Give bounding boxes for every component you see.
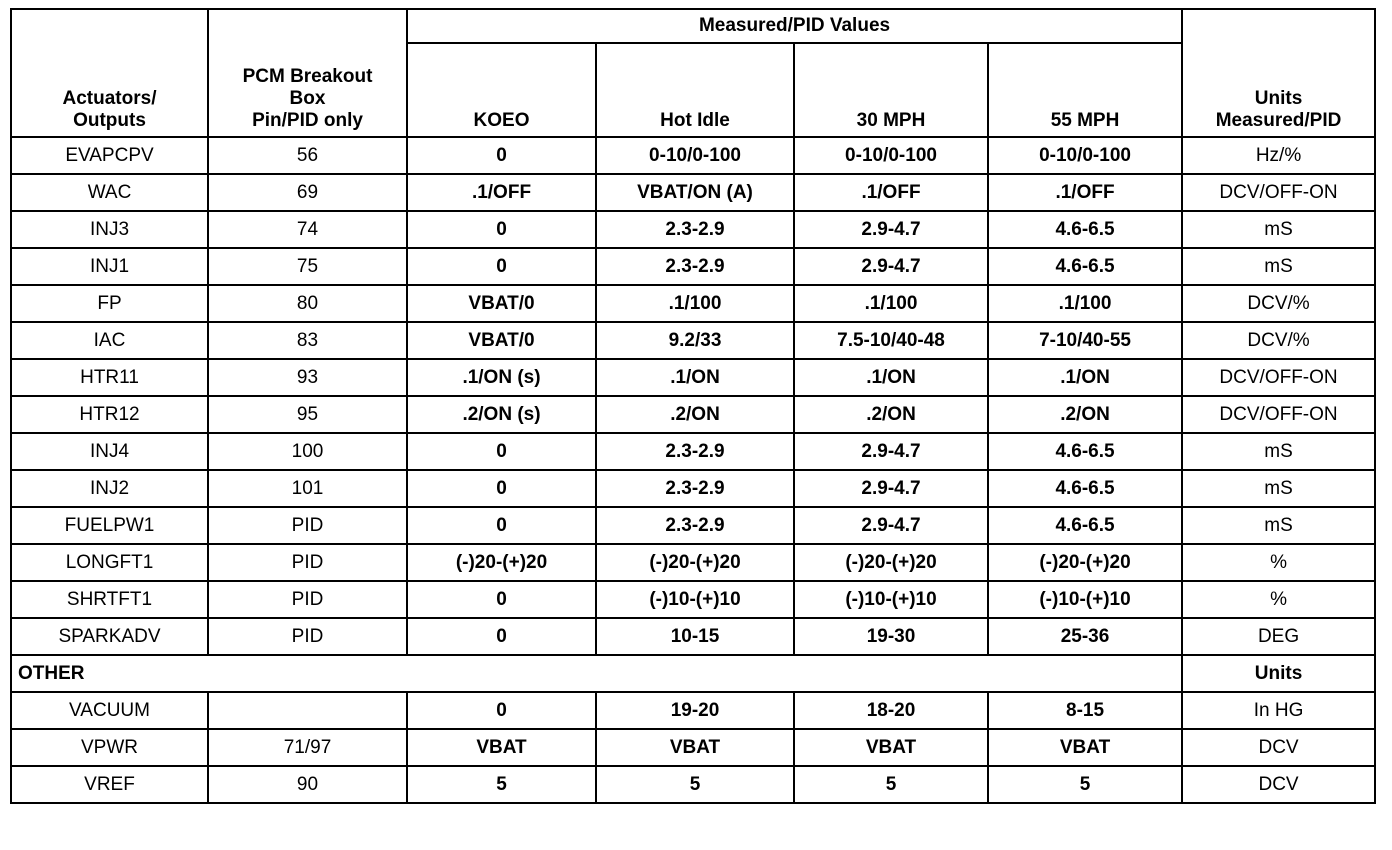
cell-units: DCV/OFF-ON (1182, 174, 1375, 211)
cell-koeo: 0 (407, 581, 596, 618)
cell-hot-idle: 2.3-2.9 (596, 433, 794, 470)
pid-values-table-container (10, 8, 1376, 804)
header-measured-group: Measured/PID Values (407, 9, 1182, 43)
cell-30-mph: .1/100 (794, 285, 988, 322)
cell-30-mph: (-)10-(+)10 (794, 581, 988, 618)
table-row (11, 322, 1375, 359)
cell-koeo: (-)20-(+)20 (407, 544, 596, 581)
table-row (11, 618, 1375, 655)
cell-units: mS (1182, 433, 1375, 470)
header-actuators-label: Actuators/ Outputs (62, 88, 157, 131)
cell-30-mph: 2.9-4.7 (794, 211, 988, 248)
cell-pin: PID (208, 618, 407, 655)
table-row (11, 137, 1375, 174)
cell-pin: 90 (208, 766, 407, 803)
cell-55-mph: 4.6-6.5 (988, 507, 1182, 544)
table-row (11, 359, 1375, 396)
cell-pin: 100 (208, 433, 407, 470)
cell-koeo: VBAT/0 (407, 322, 596, 359)
cell-hot-idle: (-)10-(+)10 (596, 581, 794, 618)
cell-30-mph: .2/ON (794, 396, 988, 433)
cell-hot-idle: .1/100 (596, 285, 794, 322)
cell-units: DCV/OFF-ON (1182, 396, 1375, 433)
cell-55-mph: .1/ON (988, 359, 1182, 396)
cell-hot-idle: 0-10/0-100 (596, 137, 794, 174)
cell-55-mph: 8-15 (988, 692, 1182, 729)
cell-units: % (1182, 544, 1375, 581)
cell-koeo: 0 (407, 248, 596, 285)
header-units (1182, 9, 1375, 137)
cell-units: mS (1182, 507, 1375, 544)
cell-koeo: 0 (407, 137, 596, 174)
cell-koeo: 0 (407, 692, 596, 729)
cell-actuator: EVAPCPV (11, 137, 208, 174)
cell-units: DCV (1182, 766, 1375, 803)
cell-pin: PID (208, 581, 407, 618)
cell-units: % (1182, 581, 1375, 618)
cell-actuator: INJ1 (11, 248, 208, 285)
cell-actuator: HTR11 (11, 359, 208, 396)
cell-55-mph: (-)10-(+)10 (988, 581, 1182, 618)
cell-koeo: 0 (407, 618, 596, 655)
cell-pin: 75 (208, 248, 407, 285)
cell-actuator: SHRTFT1 (11, 581, 208, 618)
header-actuators (11, 9, 208, 137)
cell-30-mph: 0-10/0-100 (794, 137, 988, 174)
header-koeo: KOEO (407, 43, 596, 137)
cell-koeo: VBAT (407, 729, 596, 766)
table-row (11, 544, 1375, 581)
cell-30-mph: .1/ON (794, 359, 988, 396)
cell-actuator: WAC (11, 174, 208, 211)
cell-actuator: HTR12 (11, 396, 208, 433)
cell-hot-idle: 19-20 (596, 692, 794, 729)
cell-55-mph: 4.6-6.5 (988, 470, 1182, 507)
cell-actuator: VPWR (11, 729, 208, 766)
cell-actuator: SPARKADV (11, 618, 208, 655)
cell-koeo: .1/ON (s) (407, 359, 596, 396)
cell-30-mph: 5 (794, 766, 988, 803)
cell-55-mph: 7-10/40-55 (988, 322, 1182, 359)
cell-actuator: INJ2 (11, 470, 208, 507)
cell-55-mph: 4.6-6.5 (988, 248, 1182, 285)
table-row (11, 507, 1375, 544)
cell-units: DCV (1182, 729, 1375, 766)
cell-55-mph: 0-10/0-100 (988, 137, 1182, 174)
cell-units: Hz/% (1182, 137, 1375, 174)
cell-55-mph: .2/ON (988, 396, 1182, 433)
cell-hot-idle: 2.3-2.9 (596, 470, 794, 507)
cell-30-mph: VBAT (794, 729, 988, 766)
cell-units: mS (1182, 470, 1375, 507)
other-units-label: Units (1182, 655, 1375, 692)
cell-30-mph: 7.5-10/40-48 (794, 322, 988, 359)
cell-units: DCV/% (1182, 285, 1375, 322)
cell-hot-idle: (-)20-(+)20 (596, 544, 794, 581)
cell-pin: 93 (208, 359, 407, 396)
cell-actuator: FUELPW1 (11, 507, 208, 544)
cell-hot-idle: VBAT (596, 729, 794, 766)
cell-pin: PID (208, 507, 407, 544)
cell-koeo: 5 (407, 766, 596, 803)
table-row (11, 174, 1375, 211)
table-row (11, 470, 1375, 507)
cell-actuator: LONGFT1 (11, 544, 208, 581)
cell-units: In HG (1182, 692, 1375, 729)
cell-55-mph: .1/OFF (988, 174, 1182, 211)
cell-actuator: VACUUM (11, 692, 208, 729)
cell-koeo: .2/ON (s) (407, 396, 596, 433)
cell-hot-idle: 9.2/33 (596, 322, 794, 359)
header-pin (208, 9, 407, 137)
cell-koeo: 0 (407, 470, 596, 507)
cell-55-mph: (-)20-(+)20 (988, 544, 1182, 581)
pid-values-table (10, 8, 1376, 804)
other-section (11, 655, 1375, 803)
cell-30-mph: 2.9-4.7 (794, 433, 988, 470)
cell-hot-idle: 5 (596, 766, 794, 803)
cell-pin: 69 (208, 174, 407, 211)
cell-actuator: INJ3 (11, 211, 208, 248)
table-header (11, 9, 1375, 137)
cell-koeo: 0 (407, 211, 596, 248)
header-hot-idle: Hot Idle (596, 43, 794, 137)
cell-koeo: 0 (407, 507, 596, 544)
cell-units: DEG (1182, 618, 1375, 655)
header-30-mph: 30 MPH (794, 43, 988, 137)
cell-actuator: INJ4 (11, 433, 208, 470)
cell-hot-idle: 10-15 (596, 618, 794, 655)
table-row (11, 396, 1375, 433)
cell-30-mph: 2.9-4.7 (794, 248, 988, 285)
other-header-row (11, 655, 1375, 692)
cell-55-mph: 4.6-6.5 (988, 433, 1182, 470)
cell-hot-idle: 2.3-2.9 (596, 211, 794, 248)
table-row (11, 433, 1375, 470)
cell-pin: PID (208, 544, 407, 581)
cell-koeo: 0 (407, 433, 596, 470)
table-row (11, 766, 1375, 803)
table-row (11, 729, 1375, 766)
table-body (11, 137, 1375, 655)
cell-30-mph: 2.9-4.7 (794, 470, 988, 507)
cell-pin: 56 (208, 137, 407, 174)
header-units-label: Units Measured/PID (1215, 88, 1342, 131)
cell-actuator: FP (11, 285, 208, 322)
cell-hot-idle: 2.3-2.9 (596, 507, 794, 544)
cell-pin: 83 (208, 322, 407, 359)
cell-units: DCV/% (1182, 322, 1375, 359)
table-row (11, 211, 1375, 248)
other-section-label: OTHER (11, 655, 1182, 692)
cell-hot-idle: 2.3-2.9 (596, 248, 794, 285)
cell-actuator: VREF (11, 766, 208, 803)
header-pin-label: PCM Breakout Box Pin/PID only (242, 66, 373, 131)
cell-55-mph: VBAT (988, 729, 1182, 766)
cell-55-mph: 5 (988, 766, 1182, 803)
cell-pin (208, 692, 407, 729)
cell-pin: 74 (208, 211, 407, 248)
cell-pin: 80 (208, 285, 407, 322)
cell-55-mph: 25-36 (988, 618, 1182, 655)
cell-30-mph: 19-30 (794, 618, 988, 655)
cell-hot-idle: .1/ON (596, 359, 794, 396)
table-row (11, 692, 1375, 729)
cell-pin: 101 (208, 470, 407, 507)
table-row (11, 248, 1375, 285)
table-row (11, 581, 1375, 618)
cell-units: DCV/OFF-ON (1182, 359, 1375, 396)
cell-30-mph: 18-20 (794, 692, 988, 729)
cell-55-mph: 4.6-6.5 (988, 211, 1182, 248)
cell-30-mph: 2.9-4.7 (794, 507, 988, 544)
table-row (11, 285, 1375, 322)
cell-units: mS (1182, 248, 1375, 285)
cell-units: mS (1182, 211, 1375, 248)
cell-pin: 95 (208, 396, 407, 433)
cell-koeo: VBAT/0 (407, 285, 596, 322)
cell-koeo: .1/OFF (407, 174, 596, 211)
cell-30-mph: (-)20-(+)20 (794, 544, 988, 581)
cell-30-mph: .1/OFF (794, 174, 988, 211)
cell-hot-idle: VBAT/ON (A) (596, 174, 794, 211)
cell-actuator: IAC (11, 322, 208, 359)
header-55-mph: 55 MPH (988, 43, 1182, 137)
cell-55-mph: .1/100 (988, 285, 1182, 322)
cell-hot-idle: .2/ON (596, 396, 794, 433)
cell-pin: 71/97 (208, 729, 407, 766)
